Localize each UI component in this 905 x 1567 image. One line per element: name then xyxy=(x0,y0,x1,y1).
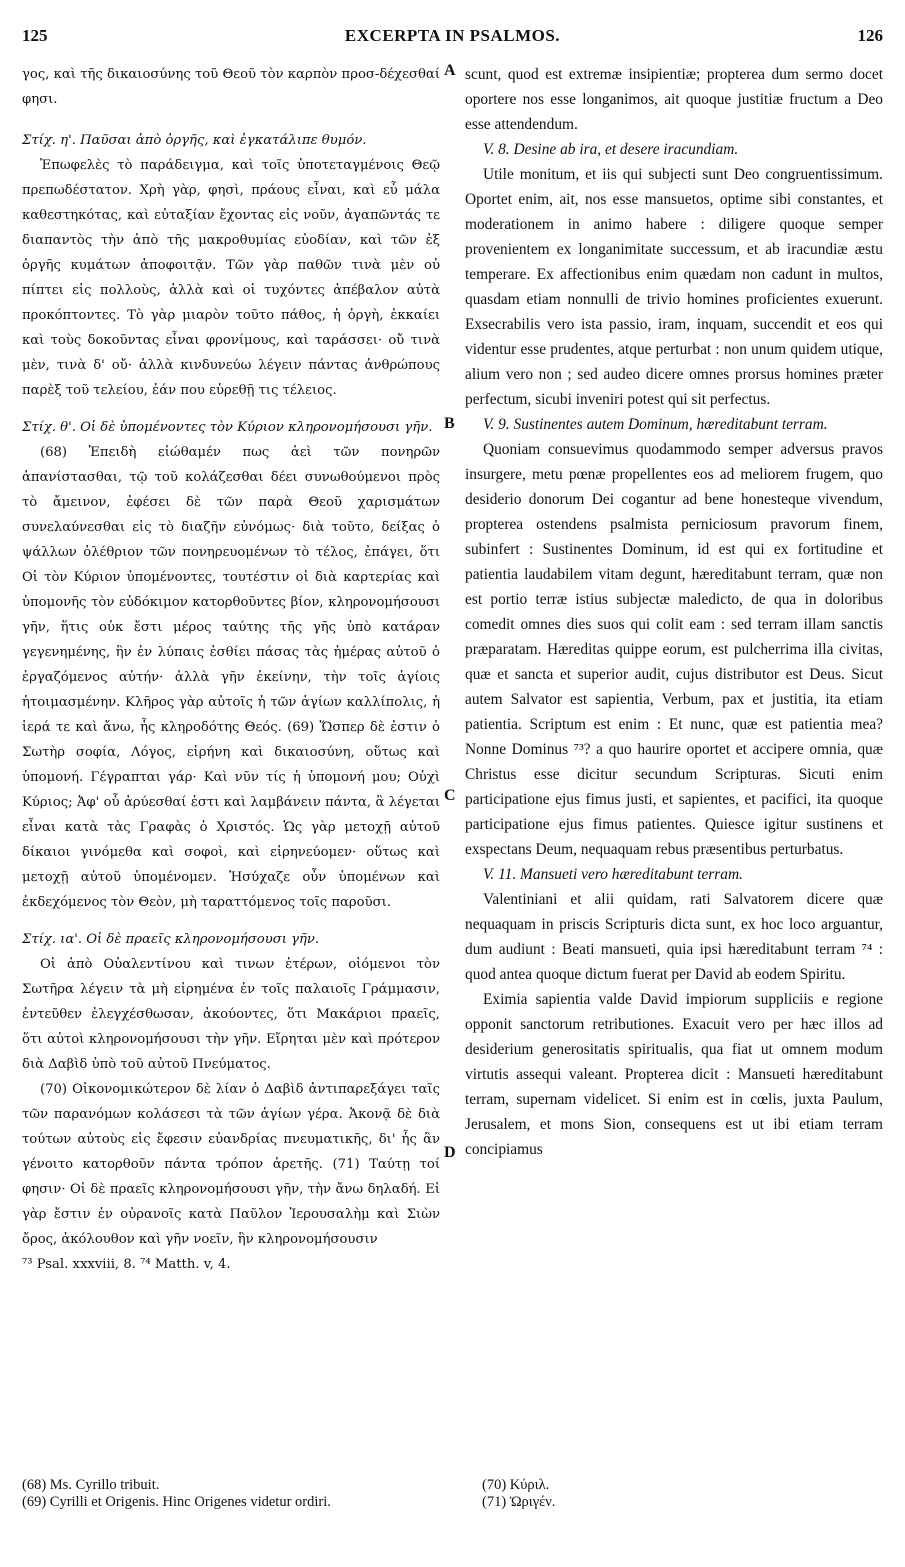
latin-paragraph-opening: scunt, quod est extremæ insipientiæ; propterea dum sermo docet oportere nos esse longanimos, ait quoque justitiæ fructum a Deo esse attendendum. xyxy=(465,66,883,133)
greek-verse-9-heading: Στίχ. θ'. Οἱ δὲ ὑπομένοντες τὸν Κύριον κληρονομήσουσι γῆν. xyxy=(22,420,433,435)
footnote-69: (69) Cyrilli et Origenis. Hinc Origenes videtur ordiri. xyxy=(22,1494,331,1510)
margin-marker-c: C xyxy=(444,787,456,804)
latin-column xyxy=(465,62,883,1162)
greek-verse-8-text: Ἐπωφελὲς τὸ παράδειγμα, καὶ τοῖς ὑποτεταγμένοις Θεῷ πρεπωδέστατον. Χρὴ γὰρ, φησὶ, πράους εἶναι, καὶ εὖ μάλα καθεστηκότας, καὶ εὐταξίαν ἔχοντας εἰς νοῦν, ἀγαπῶντάς τε διαπαντὸς τὴν ἀπὸ τῆς μακροθυμίας εὐοδίαν, καὶ τῶν ἐξ ὀργῆς κυμάτων ἀποφοιτᾷν. Τῶν γὰρ παθῶν τινὰ μὲν οὐ πίπτει εἰς πολλοὺς, ἀλλὰ καὶ οἱ τυχόντες ἀπέβαλον αὐτὰ προκόπτοντες. Τὸ γὰρ μιαρὸν τοῦτο πάθος, ἡ ὀργὴ, ἐκκαίει καὶ τοὺς δοκοῦντας εἶναι φρονίμους, καὶ ταράσσει· οὔ τινὰ μὲν, τινὰ δ' οὔ· ἀλλὰ κινδυνεύω λέγειν πάντας ἀνθρώπους παρὲξ τοῦ τελείου, ἐάν που εὑρεθῇ τις τέλειος. xyxy=(22,158,440,398)
footnote-70: (70) Κύριλ. xyxy=(482,1477,550,1493)
footnote-68: (68) Ms. Cyrillo tribuit. xyxy=(22,1477,160,1493)
greek-verse-11-text: Οἱ ἀπὸ Οὐαλεντίνου καὶ τινων ἑτέρων, οἰόμενοι τὸν Σωτῆρα λέγειν τὰ μὴ εἰρημένα ἐν τοῖς παλαιοῖς Γράμμασιν, ἐντεῦθεν ἐλεγχέσθωσαν, ἀκούοντες, ὅτι Μακάριοι πραεῖς, ὅτι αὐτοὶ κληρονομήσουσι τὴν γῆν. Εἴρηται μὲν καὶ πρότερον διὰ Δαβὶδ ὑπὸ τοῦ αὐτοῦ Πνεύματος. xyxy=(22,957,440,1072)
latin-verse-11-text-continued: Eximia sapientia valde David impiorum suppliciis e regione opponit sanctorum retributiones. Exacuit vero per hæc illos ad desiderium generositatis spiritualis, qua fiat ut omnem modum virtutis assequi valeant. Propterea dicit : Mansueti hæreditabunt terram, supernam videlicet. Si enim est in cœlis, juxta Paulum, Jerusalem, et mons Sion, consequens est ut ibi etiam terram concipiamus xyxy=(465,991,883,1158)
footnote-71: (71) Ὠριγέν. xyxy=(482,1494,556,1510)
page-number-right: 126 xyxy=(857,26,883,45)
latin-verse-11-text: Valentiniani et alii quidam, rati Salvatorem dicere quæ nequaquam in priscis Scripturis dicta sunt, ex hoc loco arguantur, dum audiunt : Beati mansueti, quia ipsi hæreditabunt terram ⁷⁴ : quod antea quoque dictum fuerat per David ab eodem Spiritu. xyxy=(465,891,883,983)
footnotes-right xyxy=(482,1477,882,1511)
latin-verse-9-heading: V. 9. Sustinentes autem Dominum, hæreditabunt terram. xyxy=(483,416,828,433)
margin-marker-a: A xyxy=(444,62,456,79)
margin-marker-d: D xyxy=(444,1144,456,1161)
running-header xyxy=(0,26,905,50)
footnotes-left xyxy=(22,1477,440,1511)
greek-column xyxy=(22,62,440,1277)
latin-verse-8-heading: V. 8. Desine ab ira, et desere iracundiam. xyxy=(483,141,739,158)
running-title: EXCERPTA IN PSALMOS. xyxy=(344,26,561,45)
greek-paragraph-opening: γος, καὶ τῆς δικαιοσύνης τοῦ Θεοῦ τὸν καρπὸν προσ-δέχεσθαί φησι. xyxy=(22,67,440,107)
latin-verse-8-text: Utile monitum, et iis qui subjecti sunt Deo congruentissimum. Oportet enim, ait, nos esse mansuetos, optime sibi constantes, et moderationem in animo habere : diligere quoque semper provenientem ex longanimitate successum, et ab iracundiæ æstu temperare. Ex affectionibus enim quædam non cadunt in multos, quasdam etiam nonnulli de trivio homines proficientes exuerunt. Exsecrabilis vero ista passio, iram, inquam, succendit et eos qui videntur esse prudentes, atque perturbat : non unum quidem utique, alium vero non ; sed audeo dicere omnes prorsus homines præter perfectum, sicubi inveniri potest qui sit perfectus. xyxy=(465,166,883,408)
margin-marker-b: B xyxy=(444,415,455,432)
greek-verse-9-text: (68) Ἐπειδὴ εἰώθαμέν πως ἀεὶ τῶν πονηρῶν ἀπανίστασθαι, τῷ τοῦ κολάζεσθαι δέει συνωθούμενοι πρὸς τὸ ἄμεινον, ἐφέσει δὲ τῶν παρὰ Θεοῦ χαρισμάτων συνελαύνεσθαι εἰς τὸ διαζῆν εὐνόμως· διὰ τοῦτο, δείξας ὁ ψάλλων ὀλέθριον τῶν πονηρευομένων τὸ τέλος, ἐπάγει, ὅτι Οἱ τὸν Κύριον ὑπομένοντες, τουτέστιν οἱ διὰ καρτερίας καὶ ὑπομονῆς τὸν εὐδόκιμον κατορθοῦντες βίον, κληρονομήσουσι γῆν, ἥτις οὐκ ἔστι μέρος ταύτης τῆς γῆς ὑπὸ κατάραν γεγενημένης, ἣν ἐν λύπαις ἐσθίει πάσας τὰς ἡμέρας αὐτοῦ ὁ ἐργαζόμενος αὐτήν· ἀλλὰ γῆν ἐκείνην, τὴν τοῖς ἁγίοις ἡτοιμασμένην. Κλῆρος γὰρ αὐτοῖς ἡ τῶν ἁγίων καλλίπολις, ἡ ἱερά τε καὶ ἄνω, ἧς κληροδότης Θεός. (69) Ὥσπερ δὲ ἐστιν ὁ Σωτὴρ σοφία, Λόγος, εἰρήνη καὶ δικαιοσύνη, οὕτως καὶ ὑπομονή. Γέγραπται γάρ· Καὶ νῦν τίς ἡ ὑπομονή μου; Οὐχὶ Κύριος; Ἀφ' οὗ ἀρύεσθαί ἐστι καὶ λαμβάνειν πάντα, ἃ λέγεται εἶναι κατὰ τὰς Γραφὰς ὁ Χριστός. Ὡς γὰρ μετοχῇ αὐτοῦ δίκαιοι γινόμεθα καὶ σοφοὶ, καὶ εἰρηνεύομεν· οὕτως καὶ μετοχῇ αὐτοῦ ὑπομένομεν. Ἡσύχαζε οὖν ὑπομένων καὶ ἐκδεχόμενος τὸν Θεὸν, μὴ ταραττόμενος τοῖς παροῦσι. xyxy=(22,445,440,910)
greek-verse-11-heading: Στίχ. ια'. Οἱ δὲ πραεῖς κληρονομήσουσι γῆν. xyxy=(22,932,320,947)
latin-verse-9-text: Quoniam consuevimus quodammodo semper adversus pravos insurgere, metu pœnæ propellentes eos ad meliorem frugem, quo desiderio donorum Dei cogantur ad bene honesteque vivendum, propterea ostendens psalmista perniciosum pravorum finem, subinfert : Sustinentes Dominum, id est qui ex fortitudine et patientia laudabilem vitam degunt, hæreditabunt terram, quæ non est portio terræ istius subjectæ maledicto, de qua in doloribus comedit omnes dies suos qui colit eam : sed terram illam sanctis præparatam. Hæreditas quippe eorum, est pulcherrima illa civitas, quæ et sancta et superior audit, cujus distributor est Deus. Sicut autem Salvator est sapientia, Verbum, pax et justitia, ita etiam patientia. Scriptum est enim : Et nunc, quæ est patientia mea? Nonne Dominus ⁷³? a quo haurire oportet et accipere omnia, quæ Christus esse dicitur secundum Scripturas. Sicuti enim participatione ejus fimus justi, et sapientes, et pacifici, ita quoque participatione ejus fimus patientes. Quiesce igitur sustinens et exspectans Deum, nequaquam rebus præsentibus perturbatus. xyxy=(465,441,883,858)
page-number-left: 125 xyxy=(22,26,48,45)
greek-verse-11-text-continued: (70) Οἰκονομικώτερον δὲ λίαν ὁ Δαβὶδ ἀντιπαρεξάγει ταῖς τῶν παρανόμων κολάσεσι τὰ τῶν ἁγίων γέρα. Ἀκονᾷ δὲ διὰ τούτων αὐτοὺς εἰς ἔφεσιν εὐανδρίας πνευματικῆς, δι' ἧς ἂν γένοιτο κατορθοῦν πάντα τρόπον ἀρετῆς. (71) Ταύτῃ τοί φησιν· Οἱ δὲ πραεῖς κληρονομήσουσι γῆν, τὴν ἄνω δηλαδή. Εἰ γὰρ ἔστιν ἐν οὐρανοῖς κατὰ Παῦλον Ἱερουσαλὴμ καὶ Σιὼν ὄρος, ἀκόλουθον καὶ γῆν νοεῖν, ἣν κληρονομήσουσιν xyxy=(22,1082,440,1247)
greek-verse-8-heading: Στίχ. η'. Παῦσαι ἀπὸ ὀργῆς, καὶ ἐγκατάλιπε θυμόν. xyxy=(22,133,367,148)
scripture-references: ⁷³ Psal. xxxviii, 8. ⁷⁴ Matth. v, 4. xyxy=(22,1257,231,1272)
latin-verse-11-heading: V. 11. Mansueti vero hæreditabunt terram. xyxy=(483,866,743,883)
